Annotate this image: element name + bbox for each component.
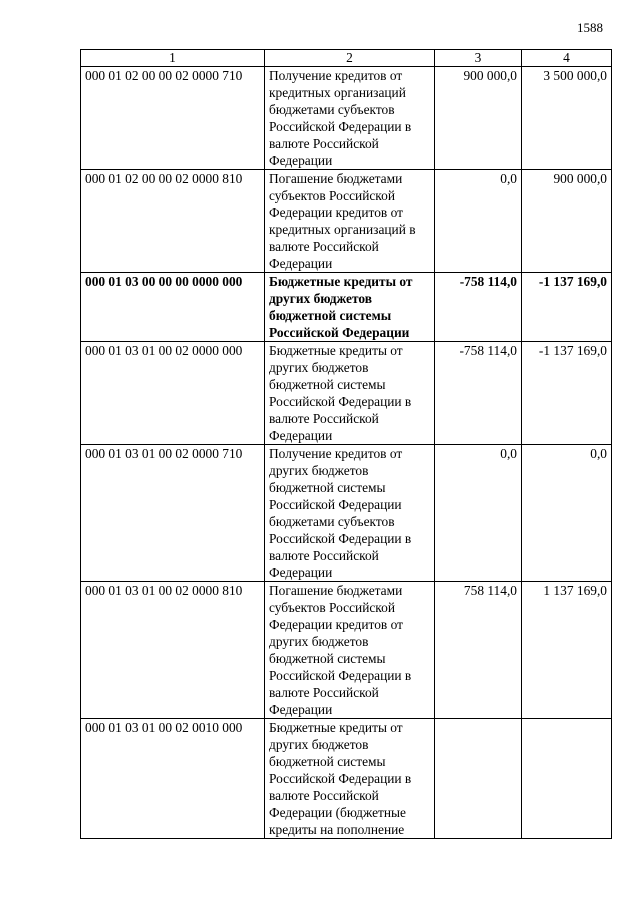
table-row bbox=[81, 342, 612, 445]
page-number: 1588 bbox=[577, 20, 603, 35]
amount-col3-cell: 0,0 bbox=[435, 445, 522, 582]
item-name-cell: Бюджетные кредиты от других бюджетов бюджетной системы Российской Федерации bbox=[265, 273, 435, 342]
table-row bbox=[81, 719, 612, 839]
amount-col3-cell: 758 114,0 bbox=[435, 582, 522, 719]
table-row bbox=[81, 582, 612, 719]
amount-col4-cell: -1 137 169,0 bbox=[522, 273, 612, 342]
budget-code-cell: 000 01 02 00 00 02 0000 710 bbox=[81, 67, 265, 170]
budget-sources-table bbox=[80, 49, 612, 839]
item-name-cell: Погашение бюджетами субъектов Российской Федерации кредитов от кредитных организаций в валюте Российской Федерации bbox=[265, 170, 435, 273]
amount-col3-cell bbox=[435, 719, 522, 839]
column-header-4: 4 bbox=[522, 50, 612, 67]
budget-code-cell: 000 01 03 00 00 00 0000 000 bbox=[81, 273, 265, 342]
amount-col4-cell: -1 137 169,0 bbox=[522, 342, 612, 445]
amount-col4-cell: 900 000,0 bbox=[522, 170, 612, 273]
item-name-cell: Получение кредитов от кредитных организаций бюджетами субъектов Российской Федерации в валюте Российской Федерации bbox=[265, 67, 435, 170]
table-row bbox=[81, 445, 612, 582]
budget-code-cell: 000 01 03 01 00 02 0010 000 bbox=[81, 719, 265, 839]
amount-col3-cell: -758 114,0 bbox=[435, 342, 522, 445]
budget-code-cell: 000 01 02 00 00 02 0000 810 bbox=[81, 170, 265, 273]
column-header-3: 3 bbox=[435, 50, 522, 67]
amount-col3-cell: 0,0 bbox=[435, 170, 522, 273]
table-row bbox=[81, 67, 612, 170]
budget-code-cell: 000 01 03 01 00 02 0000 000 bbox=[81, 342, 265, 445]
column-header-1: 1 bbox=[81, 50, 265, 67]
amount-col4-cell: 0,0 bbox=[522, 445, 612, 582]
amount-col4-cell: 3 500 000,0 bbox=[522, 67, 612, 170]
amount-col3-cell: 900 000,0 bbox=[435, 67, 522, 170]
amount-col4-cell bbox=[522, 719, 612, 839]
item-name-cell: Погашение бюджетами субъектов Российской Федерации кредитов от других бюджетов бюджетной системы Российской Федерации в валюте Российской Федерации bbox=[265, 582, 435, 719]
budget-code-cell: 000 01 03 01 00 02 0000 810 bbox=[81, 582, 265, 719]
table-row bbox=[81, 170, 612, 273]
table-row-total bbox=[81, 273, 612, 342]
item-name-cell: Получение кредитов от других бюджетов бюджетной системы Российской Федерации бюджетами субъектов Российской Федерации в валюте Российской Федерации bbox=[265, 445, 435, 582]
item-name-cell: Бюджетные кредиты от других бюджетов бюджетной системы Российской Федерации в валюте Российской Федерации bbox=[265, 342, 435, 445]
budget-code-cell: 000 01 03 01 00 02 0000 710 bbox=[81, 445, 265, 582]
table-header-row bbox=[81, 50, 612, 67]
amount-col4-cell: 1 137 169,0 bbox=[522, 582, 612, 719]
item-name-cell: Бюджетные кредиты от других бюджетов бюджетной системы Российской Федерации в валюте Российской Федерации (бюджетные кредиты на пополнение bbox=[265, 719, 435, 839]
amount-col3-cell: -758 114,0 bbox=[435, 273, 522, 342]
column-header-2: 2 bbox=[265, 50, 435, 67]
